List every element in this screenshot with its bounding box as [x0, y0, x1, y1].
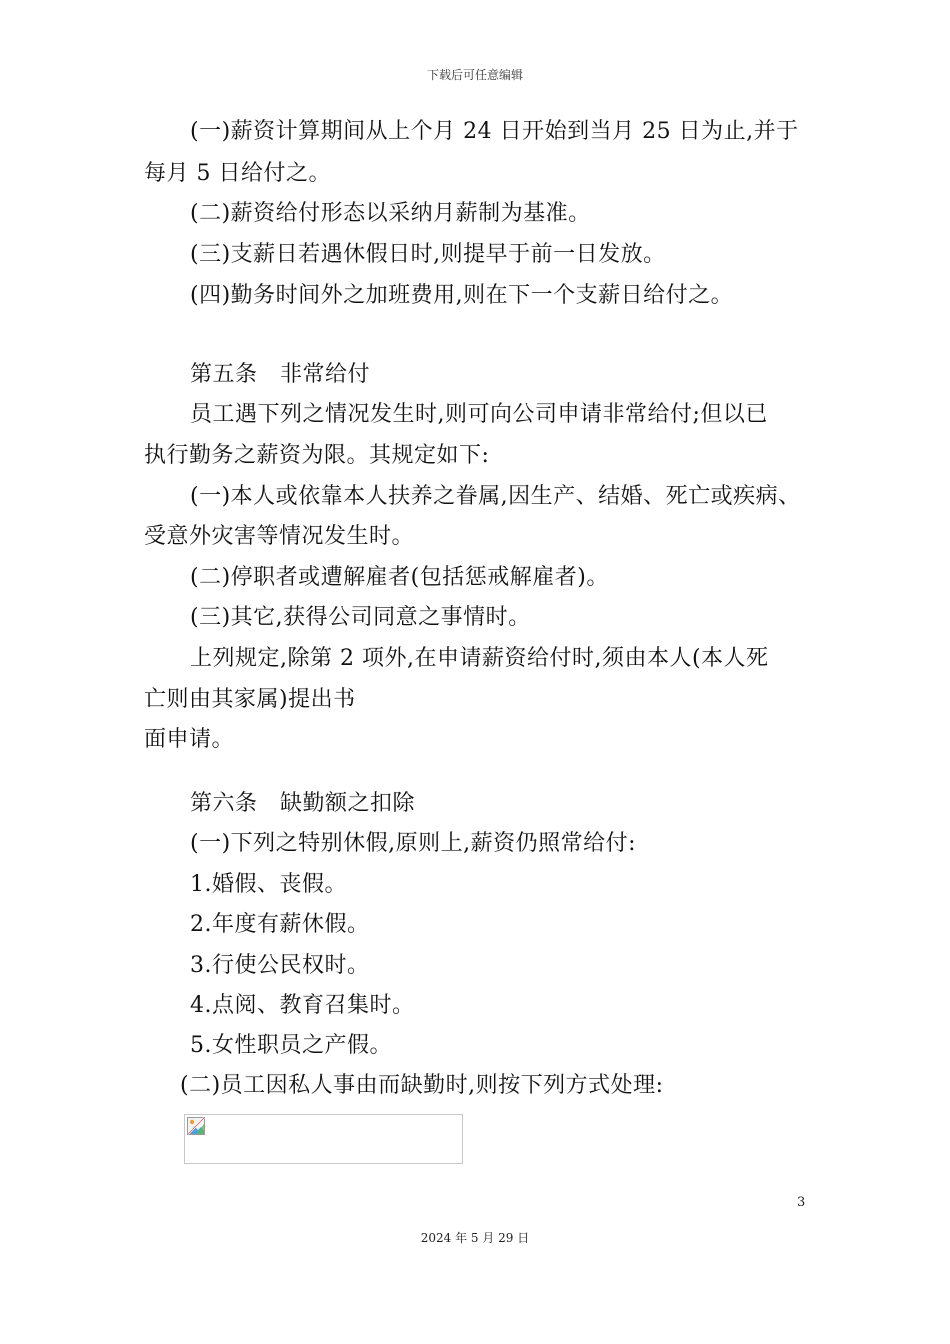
paragraph-line: (四)勤务时间外之加班费用,则在下一个支薪日给付之。 [190, 283, 734, 308]
article-heading: 第五条 非常给付 [190, 362, 371, 387]
paragraph-line: 执行勤务之薪资为限。其规定如下: [144, 443, 490, 468]
paragraph-line: (三)支薪日若遇休假日时,则提早于前一日发放。 [190, 242, 666, 267]
list-item: 3.行使公民权时。 [190, 953, 370, 978]
paragraph-line: 员工遇下列之情况发生时,则可向公司申请非常给付;但以已 [190, 402, 768, 427]
paragraph-line: (三)其它,获得公司同意之事情时。 [190, 605, 531, 630]
list-item: 5.女性职员之产假。 [190, 1033, 392, 1058]
list-item: 1.婚假、丧假。 [190, 872, 347, 897]
paragraph-line: (一)薪资计算期间从上个月 24 日开始到当月 25 日为止,并于 [190, 119, 799, 144]
paragraph-line: 受意外灾害等情况发生时。 [144, 524, 415, 549]
paragraph-line: (二)停职者或遭解雇者(包括惩戒解雇者)。 [190, 565, 609, 590]
article-heading: 第六条 缺勤额之扣除 [190, 791, 416, 816]
paragraph-line: 亡则由其家属)提出书 [144, 687, 356, 712]
paragraph-line: 每月 5 日给付之。 [144, 161, 331, 186]
list-item: 4.点阅、教育召集时。 [190, 993, 415, 1018]
page-number: 3 [797, 1195, 806, 1210]
paragraph-line: 上列规定,除第 2 项外,在申请薪资给付时,须由本人(本人死 [190, 646, 769, 671]
paragraph-line: 面申请。 [144, 727, 235, 752]
broken-image-icon [187, 1117, 205, 1135]
page-header: 下载后可任意编辑 [426, 68, 523, 82]
footer-date: 2024 年 5 月 29 日 [420, 1231, 530, 1245]
paragraph-line: (二)薪资给付形态以采纳月薪制为基准。 [190, 201, 591, 226]
paragraph-line: (二)员工因私人事由而缺勤时,则按下列方式处理: [180, 1073, 664, 1098]
image-placeholder [184, 1114, 463, 1164]
list-item: 2.年度有薪休假。 [190, 912, 370, 937]
paragraph-line: (一)下列之特别休假,原则上,薪资仍照常给付: [190, 831, 637, 856]
paragraph-line: (一)本人或依靠本人扶养之眷属,因生产、结婚、死亡或疾病、 [190, 484, 801, 509]
